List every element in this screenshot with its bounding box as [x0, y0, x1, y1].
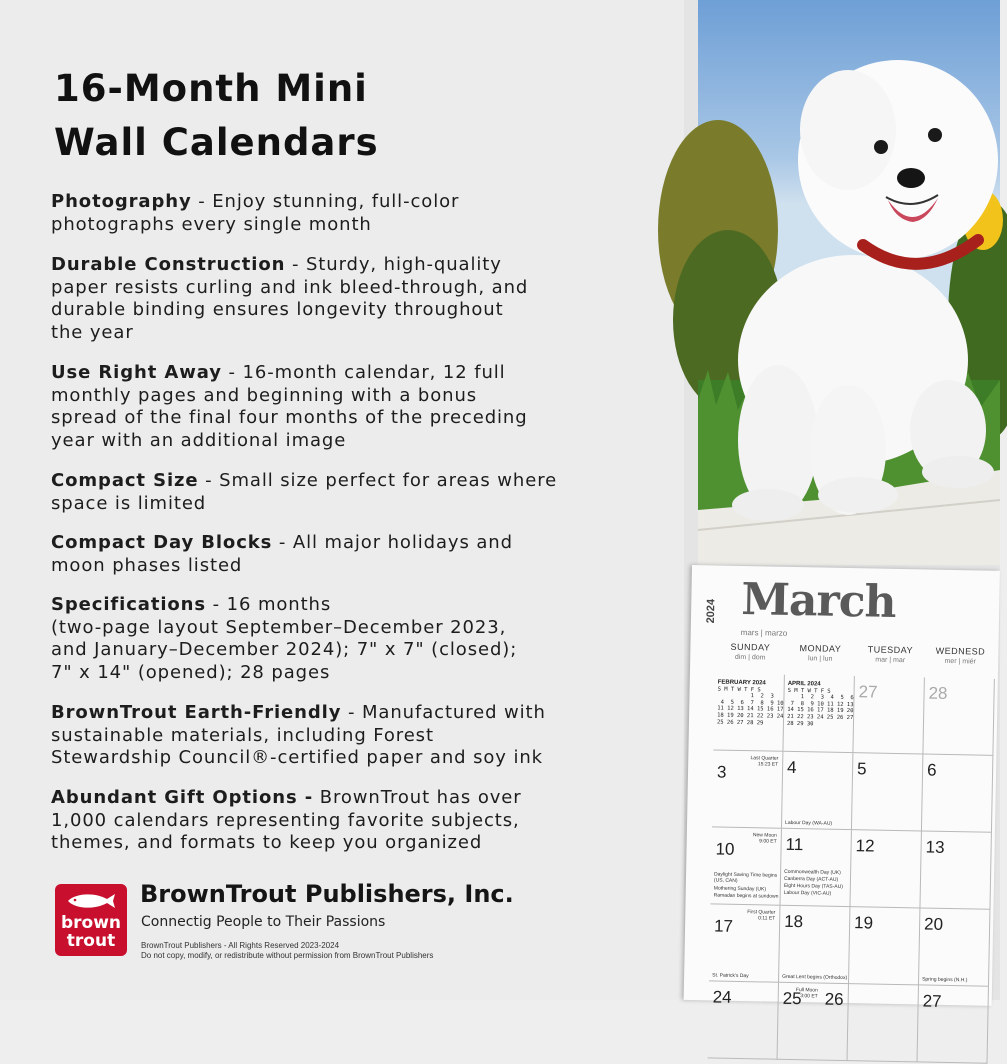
trout-icon: [65, 890, 117, 912]
date-number: 28: [928, 683, 948, 703]
logo-word-trout: trout: [66, 931, 116, 951]
feature-specifications: [51, 594, 517, 684]
day-cell: [780, 829, 851, 907]
calendar-year: 2024: [704, 598, 718, 624]
moon-phase: Last Quarter 15:23 ET: [750, 755, 779, 768]
date-number: 27: [922, 991, 942, 1011]
feature-compact-size: [51, 470, 557, 515]
logo-word-brown: brown: [60, 913, 122, 933]
feature-text: - Sturdy, high-quality: [285, 254, 502, 275]
holiday-note: Spring begins (N.H.): [922, 976, 968, 984]
feature-text: monthly pages and beginning with a bonus: [51, 384, 478, 406]
title-line-2: Wall Calendars: [54, 121, 379, 164]
date-number: 25: [782, 988, 802, 1009]
day-cell: [782, 752, 853, 830]
holiday-note: Eight Hours Day (TAS-AU): [783, 882, 843, 890]
feature-heading: BrownTrout Earth-Friendly: [51, 702, 342, 723]
day-cell: [923, 677, 994, 755]
day-name-sub: mar | mar: [875, 656, 906, 665]
feature-earth-friendly: [51, 702, 546, 770]
dog-photo: [698, 0, 1000, 565]
holiday-note: Ramadan begins at sundown: [713, 892, 779, 900]
feature-text: Stewardship Council®-certified paper and soy ink: [51, 747, 543, 769]
feature-text: sustainable materials, including Forest: [51, 724, 434, 746]
feature-text: spread of the final four months of the preceding: [51, 407, 528, 429]
page-title: [54, 62, 379, 170]
date-number: 18: [783, 911, 804, 932]
day-cell: [848, 984, 919, 1062]
feature-heading: Compact Day Blocks: [51, 532, 273, 553]
publisher-tagline: Connectig People to Their Passions: [141, 914, 386, 930]
date-number: 11: [785, 834, 804, 855]
legal-notice: [141, 941, 433, 961]
date-number: 19: [853, 913, 874, 933]
feature-photography: [51, 191, 459, 236]
feature-heading: Compact Size: [51, 470, 199, 491]
feature-text: - Small size perfect for areas where: [198, 470, 558, 491]
feature-heading: Photography: [51, 191, 192, 212]
legal-line: Do not copy, modify, or redistribute without permission from BrownTrout Publishers: [141, 951, 434, 960]
day-name: SUNDAY: [730, 641, 771, 653]
calendar-month-translation: mars | marzo: [740, 627, 788, 638]
feature-text: (two-page layout September–December 2023,: [51, 616, 507, 638]
day-cell: [922, 754, 993, 832]
day-cell: [917, 985, 988, 1063]
day-name: TUESDAY: [867, 644, 914, 656]
browntrout-logo: [55, 884, 127, 956]
day-cell: [783, 675, 854, 753]
feature-text: moon phases listed: [51, 554, 243, 576]
day-name: WEDNESD: [935, 645, 986, 657]
calendar-month: March: [740, 573, 896, 628]
day-name-sub: mer | miér: [944, 657, 976, 666]
date-number: 6: [926, 760, 937, 780]
date-number: 10: [715, 839, 735, 859]
date-number: 24: [712, 987, 732, 1007]
day-cell: [713, 673, 784, 751]
mini-calendar-february: FEBRUARY 2024 S M T W T F S 1 2 3 4 5 6 7 8 9 10 11 12 13 14 15 16 17 18 19 20 21 22 23 24 25 26 27 28 29: [716, 679, 784, 726]
feature-text: 7" x 14" (opened); 28 pages: [51, 661, 331, 683]
holiday-note: Great Lent begins (Orthodox): [782, 973, 848, 982]
day-name-sub: dim | dom: [734, 653, 766, 662]
feature-gift-options: [51, 787, 522, 855]
calendar-product-image: [684, 0, 1000, 1011]
feature-text: and January–December 2024); 7" x 7" (closed);: [51, 639, 518, 661]
feature-heading: Use Right Away: [51, 362, 222, 383]
day-cell: [710, 827, 781, 905]
day-name: MONDAY: [799, 643, 842, 654]
feature-text: - Enjoy stunning, full-color: [191, 191, 460, 212]
feature-heading: Specifications: [51, 594, 206, 615]
feature-durable-construction: [51, 254, 528, 344]
date-number: 5: [856, 759, 867, 779]
holiday-note: Mothering Sunday (UK): [713, 885, 767, 893]
day-cell: [778, 983, 849, 1061]
feature-text: photographs every single month: [51, 213, 372, 235]
legal-line: BrownTrout Publishers - All Rights Reserved 2023-2024: [141, 941, 340, 950]
date-number: 3: [716, 762, 727, 782]
feature-text: space is limited: [51, 492, 207, 514]
feature-heading: Abundant Gift Options -: [51, 787, 314, 808]
holiday-note: Labour Day (WA-AU): [785, 819, 833, 827]
day-cell: [708, 981, 779, 1059]
feature-text: - Manufactured with: [341, 702, 546, 723]
date-number: 26: [824, 989, 844, 1009]
day-cell: [779, 906, 850, 984]
feature-text: - 16-month calendar, 12 full: [221, 362, 506, 383]
holiday-note: Labour Day (VIC-AU): [783, 889, 832, 897]
calendar-page: [684, 565, 1000, 1011]
calendar-grid: [709, 673, 1005, 1009]
moon-phase: First Quarter 0:11 ET: [747, 909, 776, 922]
date-number: 12: [855, 836, 875, 856]
holiday-note: Canberra Day (ACT-AU): [783, 875, 839, 883]
feature-text: - 16 months: [205, 594, 332, 615]
feature-text: BrownTrout has over: [313, 787, 522, 808]
feature-text: paper resists curling and ink bleed-through, and: [51, 276, 529, 298]
dayhead-tuesday: [855, 644, 926, 679]
day-cell: [709, 904, 780, 982]
day-cell: [853, 676, 924, 754]
moon-phase: New Moon 9:00 ET: [752, 832, 777, 845]
day-cell: [850, 830, 921, 908]
day-name-sub: lun | lun: [807, 655, 833, 663]
holiday-note: St. Patrick's Day: [712, 972, 749, 980]
feature-text: - All major holidays and: [272, 532, 513, 553]
feature-use-right-away: [51, 362, 528, 452]
publisher-name: BrownTrout Publishers, Inc.: [140, 880, 514, 908]
day-cell: [919, 908, 990, 986]
date-number: 20: [923, 914, 944, 934]
dayhead-monday: [785, 643, 856, 678]
feature-text: themes, and formats to keep you organized: [51, 832, 483, 854]
mini-calendar-april: APRIL 2024 S M T W T F S 1 2 3 4 5 6 7 8 9 10 11 12 13 14 15 16 17 18 19 20 21 22 23 24 25 26 27 28 29 30: [786, 680, 854, 727]
feature-text: the year: [51, 321, 134, 343]
feature-compact-day-blocks: [51, 532, 513, 577]
dayhead-sunday: [715, 641, 786, 676]
moon-phase: Full Moon 3:00 ET: [795, 987, 818, 1000]
feature-text: durable binding ensures longevity throughout: [51, 299, 504, 321]
bichon-frise-illustration: [698, 0, 1000, 565]
dayhead-wednesday: [925, 645, 996, 680]
feature-text: year with an additional image: [51, 429, 347, 451]
date-number: 17: [713, 916, 734, 936]
feature-text: 1,000 calendars representing favorite subjects,: [51, 809, 520, 831]
holiday-note: Daylight Saving Time begins: [714, 871, 778, 879]
date-number: 13: [925, 837, 945, 857]
day-cell: [852, 753, 923, 831]
day-cell: [920, 831, 991, 909]
date-number: 4: [786, 757, 797, 778]
holiday-note: Commonwealth Day (UK): [784, 868, 841, 876]
day-cell: [712, 750, 783, 828]
day-cell: [849, 907, 920, 985]
title-line-1: 16-Month Mini: [54, 67, 368, 110]
date-number: 27: [858, 682, 878, 702]
feature-heading: Durable Construction: [51, 254, 286, 275]
holiday-note: (US, CAN): [713, 877, 738, 884]
